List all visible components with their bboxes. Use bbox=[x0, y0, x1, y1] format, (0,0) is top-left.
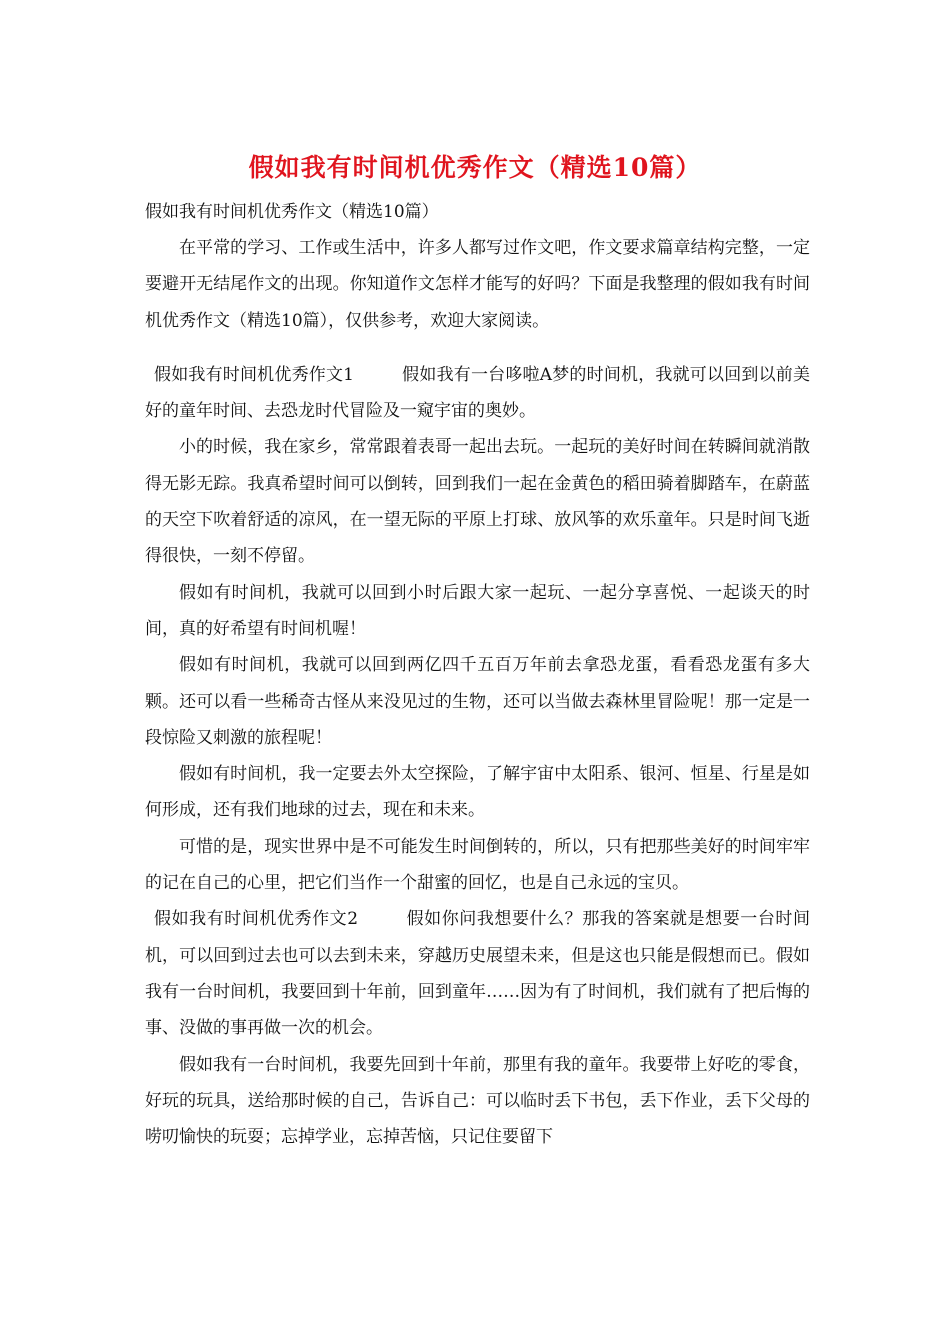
essay-1-paragraph: 假如有时间机，我就可以回到两亿四千五百万年前去拿恐龙蛋，看看恐龙蛋有多大颗。还可以看一些稀奇古怪从来没见过的生物，还可以当做去森林里冒险呢！那一定是一段惊险又刺激的旅程呢！ bbox=[145, 655, 810, 748]
essay-2-heading: 假如我有时间机优秀作文2 bbox=[154, 909, 359, 930]
essay-1-heading: 假如我有时间机优秀作文1 bbox=[154, 364, 354, 385]
essay-2-lead-paragraph bbox=[145, 901, 810, 1046]
essay-1-paragraph: 可惜的是，现实世界中是不可能发生时间倒转的，所以，只有把那些美好的时间牢牢的记在自己的心里，把它们当作一个甜蜜的回忆，也是自己永远的宝贝。 bbox=[145, 836, 810, 894]
essay-1-paragraph: 假如有时间机，我就可以回到小时后跟大家一起玩、一起分享喜悦、一起谈天的时间，真的好希望有时间机喔！ bbox=[145, 582, 810, 639]
essay-1-lead: 假如我有一台哆啦A梦的时间机，我就可以回到以前美好的童年时间、去恐龙时代冒险及一窥宇宙的奥妙。 bbox=[145, 364, 810, 422]
essay-2-paragraph: 假如我有一台时间机，我要先回到十年前，那里有我的童年。我要带上好吃的零食，好玩的玩具，送给那时候的自己，告诉自己：可以临时丢下书包，丢下作业，丢下父母的唠叨愉快的玩耍；忘掉学业，忘掉苦恼，只记住要留下 bbox=[145, 1054, 810, 1148]
document-body bbox=[145, 230, 810, 1155]
document-subtitle: 假如我有时间机优秀作文（精选10篇） bbox=[145, 202, 439, 222]
section-spacer bbox=[145, 339, 810, 357]
essay-1-paragraph: 假如有时间机，我一定要去外太空探险，了解宇宙中太阳系、银河、恒星、行星是如何形成，还有我们地球的过去，现在和未来。 bbox=[145, 764, 810, 821]
essay-2-lead: 假如你问我想要什么？那我的答案就是想要一台时间机，可以回到过去也可以去到未来，穿越历史展望未来，但是这也只能是假想而已。假如我有一台时间机，我要回到十年前，回到童年……因为有了时间机，我们就有了把后悔的事、没做的事再做一次的机会。 bbox=[145, 909, 810, 1039]
essay-1-lead-paragraph bbox=[145, 357, 810, 430]
intro-paragraph: 在平常的学习、工作或生活中，许多人都写过作文吧，作文要求篇章结构完整，一定要避开无结尾作文的出现。你知道作文怎样才能写的好吗？下面是我整理的假如我有时间机优秀作文（精选10篇），仅供参考，欢迎大家阅读。 bbox=[145, 238, 810, 331]
document-title: 假如我有时间机优秀作文（精选10篇） bbox=[248, 153, 702, 182]
essay-1-paragraph: 小的时候，我在家乡，常常跟着表哥一起出去玩。一起玩的美好时间在转瞬间就消散得无影无踪。我真希望时间可以倒转，回到我们一起在金黄色的稻田骑着脚踏车，在蔚蓝的天空下吹着舒适的凉风，在一望无际的平原上打球、放风筝的欢乐童年。只是时间飞逝得很快，一刻不停留。 bbox=[145, 437, 810, 567]
